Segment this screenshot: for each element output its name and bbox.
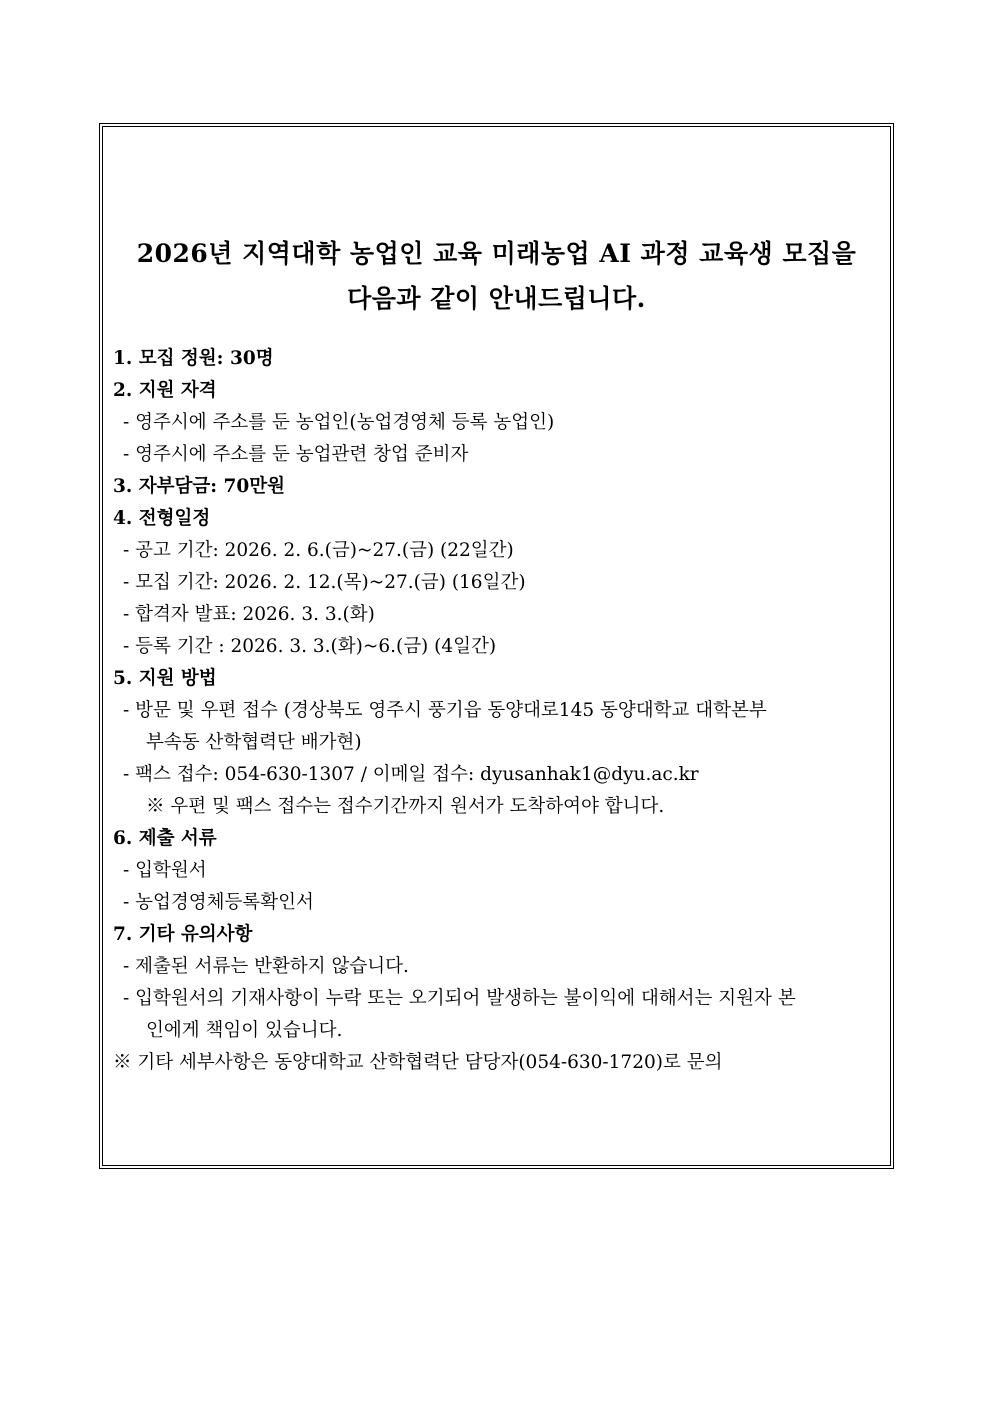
section-7-item: - 제출된 서류는 반환하지 않습니다. bbox=[123, 956, 409, 977]
section-4-heading: 4. 전형일정 bbox=[113, 508, 211, 529]
section-2-heading: 2. 지원 자격 bbox=[113, 380, 217, 401]
section-5-note: ※ 우편 및 팩스 접수는 접수기간까지 원서가 도착하여야 합니다. bbox=[146, 796, 665, 817]
notice-frame-inner bbox=[102, 126, 891, 1166]
section-2-item: - 영주시에 주소를 둔 농업인(농업경영체 등록 농업인) bbox=[123, 412, 555, 433]
section-5-heading: 5. 지원 방법 bbox=[113, 668, 217, 689]
section-6-item: - 입학원서 bbox=[123, 860, 207, 881]
section-4-item: - 모집 기간: 2026. 2. 12.(목)~27.(금) (16일간) bbox=[123, 572, 526, 593]
section-6-item: - 농업경영체등록확인서 bbox=[123, 892, 314, 913]
section-7-heading: 7. 기타 유의사항 bbox=[113, 924, 253, 945]
section-2-item: - 영주시에 주소를 둔 농업관련 창업 준비자 bbox=[123, 444, 469, 465]
notice-content bbox=[113, 343, 882, 1079]
section-3-heading: 3. 자부담금: 70만원 bbox=[113, 476, 285, 497]
closing-note: ※ 기타 세부사항은 동양대학교 산학협력단 담당자(054-630-1720)로 문의 bbox=[113, 1052, 723, 1073]
section-1-heading: 1. 모집 정원: 30명 bbox=[113, 348, 274, 369]
section-7-item-continuation: 인에게 책임이 있습니다. bbox=[146, 1020, 343, 1041]
section-4-item: - 등록 기간 : 2026. 3. 3.(화)~6.(금) (4일간) bbox=[123, 636, 497, 657]
notice-title bbox=[103, 231, 890, 321]
section-4-item: - 공고 기간: 2026. 2. 6.(금)~27.(금) (22일간) bbox=[123, 540, 514, 561]
title-line-1: 2026년 지역대학 농업인 교육 미래농업 AI 과정 교육생 모집을 bbox=[136, 239, 857, 268]
section-4-item: - 합격자 발표: 2026. 3. 3.(화) bbox=[123, 604, 375, 625]
section-5-item-continuation: 부속동 산학협력단 배가현) bbox=[146, 732, 362, 753]
section-7-item: - 입학원서의 기재사항이 누락 또는 오기되어 발생하는 불이익에 대해서는 지원자 본 bbox=[123, 988, 796, 1009]
notice-frame bbox=[99, 123, 894, 1169]
section-6-heading: 6. 제출 서류 bbox=[113, 828, 217, 849]
title-line-2: 다음과 같이 안내드립니다. bbox=[347, 284, 646, 313]
section-5-item: - 방문 및 우편 접수 (경상북도 영주시 풍기읍 동양대로145 동양대학교 대학본부 bbox=[123, 700, 767, 721]
section-5-item: - 팩스 접수: 054-630-1307 / 이메일 접수: dyusanhak1@dyu.ac.kr bbox=[123, 764, 699, 785]
